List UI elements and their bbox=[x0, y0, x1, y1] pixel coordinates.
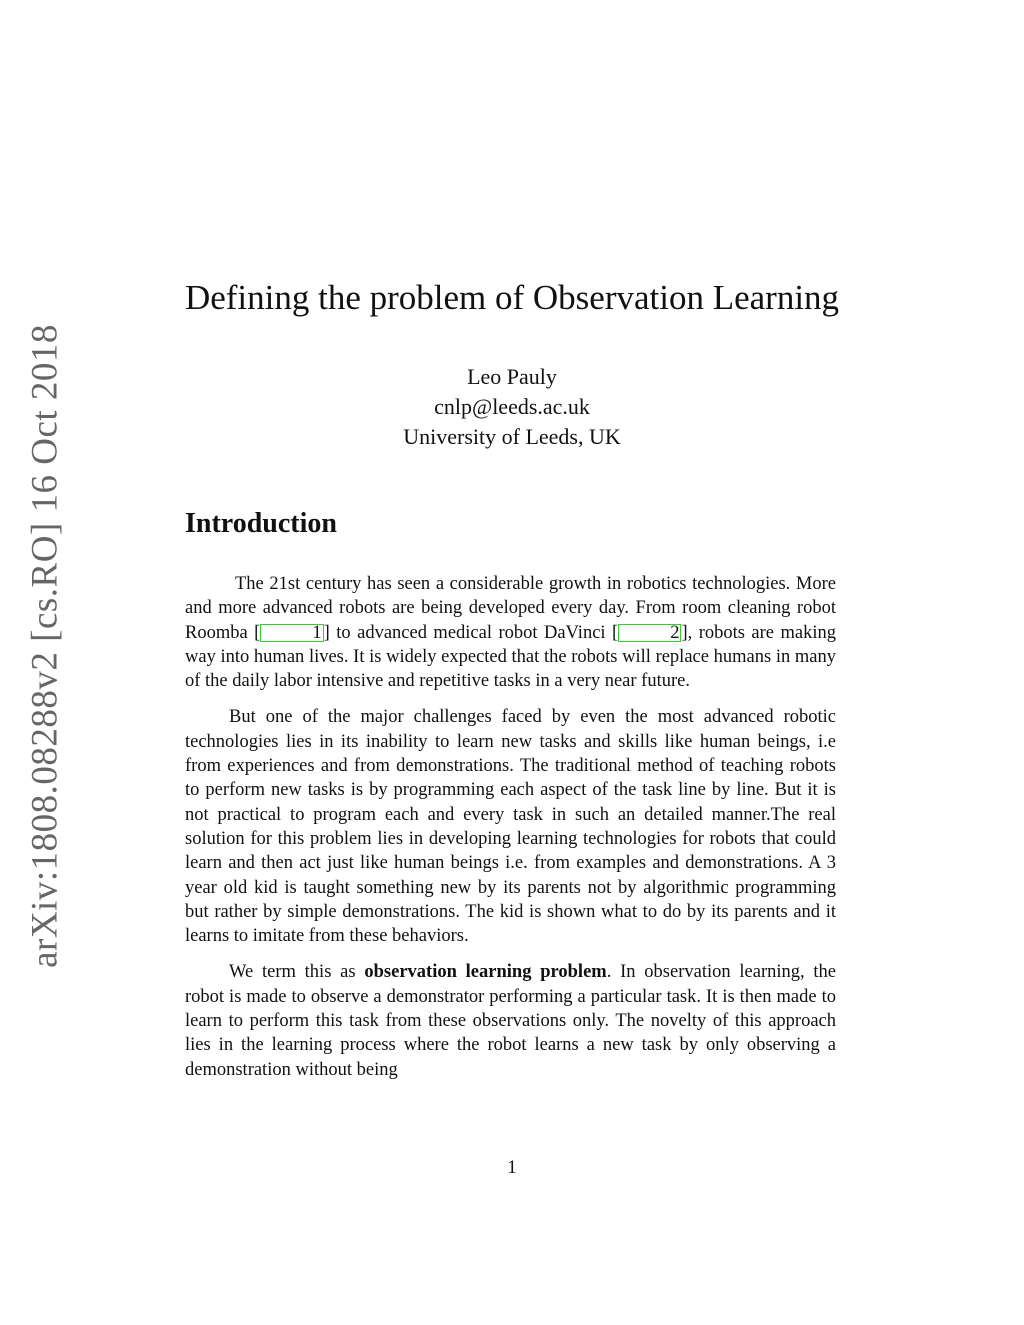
paragraph-1-text-b: to advanced medical robot DaVinci bbox=[329, 622, 613, 643]
paragraph-2: But one of the major challenges faced by even the most advanced robotic technologies lies in its inability to learn new tasks and skills like human beings, i.e from experiences and from demonstrations. The traditional method of teaching robots to perform new tasks is by programming each aspect of the task line by line. But it is not practical to program each and every task in such an detailed manner.The real solution for this problem lies in developing learning technologies for robots that could learn and then act just like human beings i.e. from examples and demonstrations. A 3 year old kid is taught something new by its parents not by algorithmic programming but rather by simple demonstrations. The kid is shown what to do by its parents and it learns to imitate from these behaviors. bbox=[185, 707, 836, 947]
paragraph-3-text-b: . In observation learning, the robot is made to observe a demonstrator performing a particular task. It is then made to learn to perform this task from these observations only. The novelty of this approach lies in the learning process where the robot learns a new task by only observing a demonstration without being bbox=[185, 962, 837, 1080]
page-number: 1 bbox=[507, 1157, 517, 1178]
bold-term: observation learning problem bbox=[364, 962, 607, 983]
paper-title: Defining the problem of Observation Learning bbox=[184, 278, 840, 317]
paragraph-1-text-c: , robots are making way into human lives. It is widely expected that the robots will replace humans in many of the daily labor intensive and repetitive tasks in a very near future. bbox=[185, 622, 836, 692]
author-name: Leo Pauly bbox=[467, 364, 557, 389]
arxiv-identifier: arXiv:1808.08288v2 [cs.RO] 16 Oct 2018 bbox=[24, 324, 66, 968]
paragraph-3-text-a: We term this as bbox=[229, 962, 365, 983]
author-affiliation: University of Leeds, UK bbox=[403, 424, 621, 449]
citation-link-2[interactable]: 2 bbox=[618, 624, 681, 642]
section-heading: Introduction bbox=[185, 508, 337, 539]
citation-link-1[interactable]: 1 bbox=[260, 624, 323, 642]
paragraph-1: The 21st century has seen a considerable growth in robotics technologies. More and more advanced robots are being developed every day. From room cleaning robot Roomba [ 1 ] to advanced medical robot DaVinci [ 2 ], robots are making way into human lives. It is widely expected that the robots will replace humans in many of the daily labor intensive and repetitive tasks in a very near future. bbox=[185, 574, 836, 692]
body-text bbox=[185, 572, 836, 1094]
paragraph-1-text-a: The 21st century has seen a considerable growth in robotics technologies. More and more advanced robots are being developed every day. From room cleaning robot Roomba bbox=[185, 574, 836, 643]
author-email[interactable]: cnlp@leeds.ac.uk bbox=[434, 394, 590, 419]
paragraph-3 bbox=[185, 960, 836, 1081]
author-block bbox=[0, 362, 1024, 452]
